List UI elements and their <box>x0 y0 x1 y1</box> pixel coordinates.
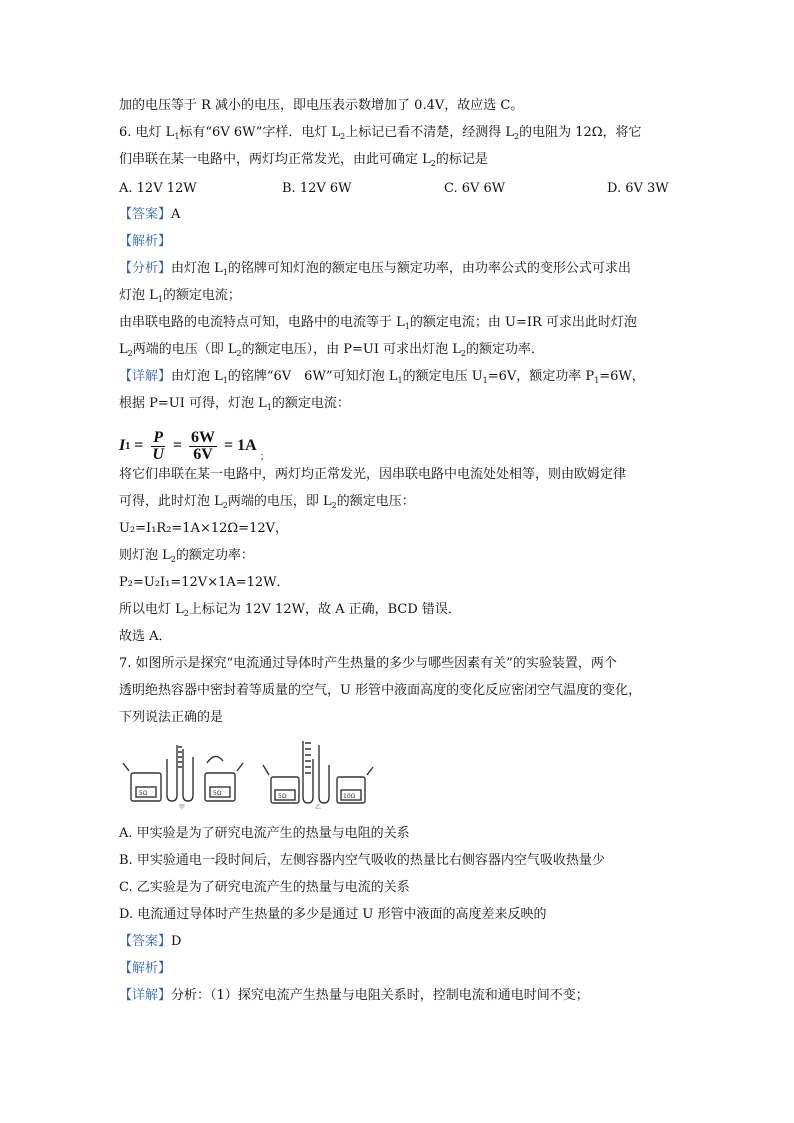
analysis-line: $L_2$两端的电压（即 $L_2$的额定电压），由 P=UI 可求出灯泡 $L_2$的额定功率． <box>119 342 544 358</box>
detail-line: 根据 P=UI 可得，灯泡 $L_1$的额定电流： <box>119 396 350 412</box>
detail-line: 【详解】由灯泡 $L_1$的铭牌“6V 6W”可知灯泡 $L_1$的额定电压 $U_1=6V$，额定功率 $P_1=6W$， <box>119 369 645 385</box>
detail-line: 可得，此时灯泡 $L_2$两端的电压，即 $L_2$的额定电压： <box>119 494 415 510</box>
analysis-6-heading: 【解析】 <box>119 234 172 249</box>
resistor-label: 5Ω <box>213 790 222 797</box>
question-7-stem: 7. 如图所示是探究“电流通过导体时产生热量的多少与哪些因素有关”的实验装置，两个 <box>119 656 617 671</box>
resistor-label: 10Ω <box>343 793 356 800</box>
analysis-line: 【分析】由灯泡 $L_1$的铭牌可知灯泡的额定电压与额定功率，由功率公式的变形公式可求出 <box>119 261 631 277</box>
fraction-p-over-u: $\frac{P}{U}$ <box>152 428 164 463</box>
question-6-stem-2: 们串联在某一电路中，两灯均正常发光，由此可确定 $L_2$的标记是 <box>119 152 488 168</box>
figure-label-yi: 乙 <box>315 804 322 810</box>
detail-line: 则灯泡 $L_2$的额定功率： <box>119 548 254 564</box>
experiment-figure <box>119 735 439 810</box>
detail-line: 故选 A． <box>119 629 172 644</box>
detail-line: P₂=U₂I₁=12V×1A=12W． <box>119 575 290 590</box>
resistor-label: 5Ω <box>139 790 148 797</box>
option-d: D. 6V 3W <box>607 181 669 196</box>
resistor-label: 5Ω <box>278 793 287 800</box>
option-b: B. 甲实验通电一段时间后，左侧容器内空气吸收的热量比右侧容器内空气吸收热量少 <box>119 853 605 868</box>
detail-line: U₂=I₁R₂=1A×12Ω=12V， <box>119 521 288 536</box>
option-c: C. 乙实验是为了研究电流产生的热量与电流的关系 <box>119 880 410 895</box>
option-a: A. 甲实验是为了研究电流产生的热量与电阻的关系 <box>119 826 410 841</box>
question-6-options <box>119 181 679 199</box>
detail-line: 所以电灯 $L_2$上标记为 12V 12W，故 A 正确，BCD 错误． <box>119 602 461 618</box>
detail-line: 【详解】分析：（1）探究电流产生热量与电阻关系时，控制电流和通电时间不变； <box>119 988 589 1003</box>
option-b: B. 12V 6W <box>282 181 352 196</box>
question-6-stem: 6. 电灯 $L_1$标有“6V 6W”字样．电灯 $L_2$上标记已看不清楚，经测得 $L_2$的电阻为 12Ω，将它 <box>119 125 642 141</box>
detail-line: 将它们串联在某一电路中，两灯均正常发光，因串联电路中电流处处相等，则由欧姆定律 <box>119 467 627 482</box>
answer-6: 【答案】A <box>119 207 181 222</box>
option-d: D. 电流通过导体时产生热量的多少是通过 U 形管中液面的高度差来反映的 <box>119 907 547 922</box>
question-7-stem-3: 下列说法正确的是 <box>119 710 224 725</box>
analysis-7-heading: 【解析】 <box>119 961 172 976</box>
fraction-6w-over-6v: $\frac{6W}{6V}$ <box>191 428 216 463</box>
current-formula: I 1 = $\frac{P}{U}$ = $\frac{6W}{6V}$ = 1A ; <box>119 428 264 463</box>
answer-7: 【答案】D <box>119 934 182 949</box>
question-7-stem-2: 透明绝热容器中密封着等质量的空气，U 形管中液面高度的变化反应密闭空气温度的变化， <box>119 683 642 698</box>
analysis-line: 由串联电路的电流特点可知，电路中的电流等于 $L_1$的额定电流；由 U=IR 可求出此时灯泡 <box>119 315 637 331</box>
analysis-line: 灯泡 $L_1$的额定电流； <box>119 288 241 304</box>
figure-label-jia: 甲 <box>179 804 186 810</box>
text-line: 加的电压等于 R 减小的电压，即电压表示数增加了 0.4V，故应选 C。 <box>119 98 524 113</box>
u-tube-apparatus-diagram <box>119 735 439 810</box>
option-c: C. 6V 6W <box>444 181 506 196</box>
option-a: A. 12V 12W <box>119 181 197 196</box>
